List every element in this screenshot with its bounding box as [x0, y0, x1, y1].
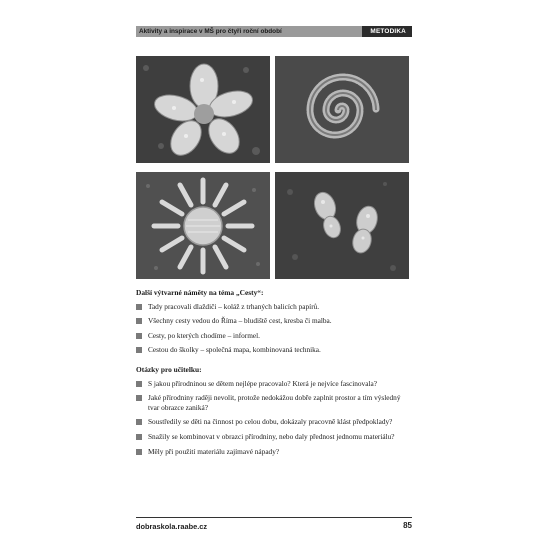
- list-item: [136, 432, 412, 442]
- list-item: [136, 302, 412, 312]
- list-item-text: Cestou do školky – společná mapa, kombinovaná technika.: [148, 345, 321, 355]
- list-item-text: Tady pracovali dlaždiči – koláž z trhaných balicích papírů.: [148, 301, 320, 311]
- page-content: [136, 288, 412, 461]
- list-item: [136, 417, 412, 427]
- questions-list: [136, 379, 412, 457]
- leaf-spiral-image: [275, 56, 409, 163]
- stick-sun-image: [136, 172, 270, 279]
- square-bullet-icon: [136, 449, 142, 455]
- themes-list: [136, 302, 412, 355]
- square-bullet-icon: [136, 347, 142, 353]
- list-item: [136, 379, 412, 389]
- list-item-text: S jakou přírodninou se dětem nejlépe pracovalo? Která je nejvíce fascinovala?: [148, 378, 377, 388]
- list-item-text: Cesty, po kterých chodíme – informel.: [148, 330, 260, 340]
- page-header: [136, 26, 412, 37]
- footer-divider: [136, 517, 412, 518]
- leaf-flower-image: [136, 56, 270, 163]
- list-item: [136, 331, 412, 341]
- themes-title: Další výtvarné náměty na téma „Cesty“:: [136, 288, 264, 297]
- list-item: [136, 345, 412, 355]
- square-bullet-icon: [136, 318, 142, 324]
- list-item: [136, 393, 412, 412]
- square-bullet-icon: [136, 395, 142, 401]
- square-bullet-icon: [136, 381, 142, 387]
- list-item-text: Jaké přírodniny raději nevolit, protože nedokážou dobře zaplnit prostor a tím výsledný tvar obrazce zaniká?: [148, 393, 401, 412]
- page-number: 85: [403, 521, 412, 530]
- list-item: [136, 316, 412, 326]
- questions-title: Otázky pro učitelku:: [136, 364, 202, 374]
- square-bullet-icon: [136, 419, 142, 425]
- section-badge: METODIKA: [362, 26, 412, 37]
- list-item: [136, 447, 412, 457]
- square-bullet-icon: [136, 333, 142, 339]
- list-item-text: Soustředily se děti na činnost po celou dobu, dokázaly pracovně klást předpoklady?: [148, 417, 393, 427]
- square-bullet-icon: [136, 304, 142, 310]
- list-item-text: Měly při použití materiálu zajímavé nápady?: [148, 446, 280, 456]
- list-item-text: Snažily se kombinovat v obrazci přírodniny, nebo daly přednost jednomu materiálu?: [148, 431, 395, 441]
- footer-website[interactable]: dobraskola.raabe.cz: [136, 522, 208, 531]
- header-title: Aktivity a inspirace v MŠ pro čtyři roční období: [139, 28, 282, 35]
- list-item-text: Všechny cesty vedou do Říma – bludiště cest, kresba či malba.: [148, 316, 332, 326]
- leaf-footprints-image: [275, 172, 409, 279]
- square-bullet-icon: [136, 434, 142, 440]
